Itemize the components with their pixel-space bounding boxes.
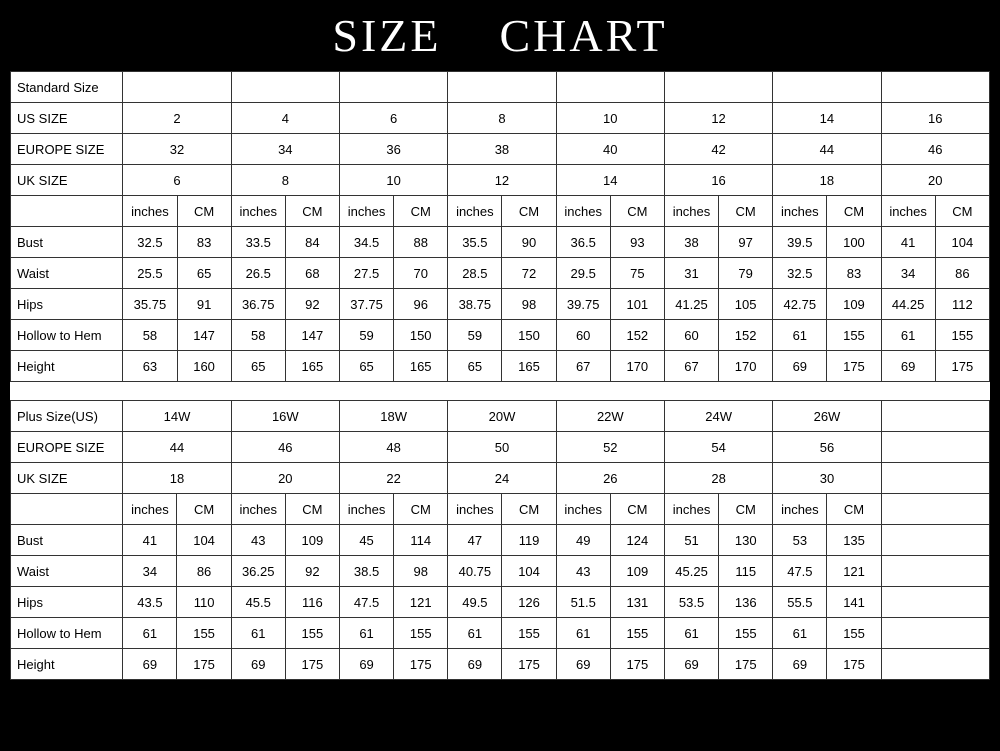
- table-cell: 14: [556, 165, 664, 196]
- table-cell: 155: [827, 618, 881, 649]
- table-cell: CM: [935, 196, 989, 227]
- row-label: Bust: [11, 525, 123, 556]
- table-cell: 175: [394, 649, 448, 680]
- table-cell: CM: [502, 494, 556, 525]
- row-label: EUROPE SIZE: [11, 432, 123, 463]
- table-cell: CM: [719, 494, 773, 525]
- table-cell: 39.5: [773, 227, 827, 258]
- row-label: Bust: [11, 227, 123, 258]
- table-cell: inches: [123, 494, 177, 525]
- table-cell: 16: [664, 165, 772, 196]
- table-cell: 59: [339, 320, 393, 351]
- table-cell: 63: [123, 351, 177, 382]
- table-cell: 175: [827, 351, 881, 382]
- table-cell: [556, 72, 664, 103]
- table-cell: 135: [827, 525, 881, 556]
- table-cell: 49: [556, 525, 610, 556]
- table-cell: CM: [394, 196, 448, 227]
- table-cell: 147: [285, 320, 339, 351]
- table-cell: 12: [448, 165, 556, 196]
- table-cell: 65: [339, 351, 393, 382]
- table-cell: 47.5: [339, 587, 393, 618]
- table-cell: 60: [664, 320, 718, 351]
- table-cell: 61: [448, 618, 502, 649]
- table-cell: 155: [394, 618, 448, 649]
- table-cell: 75: [610, 258, 664, 289]
- table-cell: 41: [881, 227, 935, 258]
- table-row: [11, 351, 990, 382]
- table-row: [11, 165, 990, 196]
- table-cell: 105: [719, 289, 773, 320]
- table-cell: 39.75: [556, 289, 610, 320]
- table-cell: 34: [231, 134, 339, 165]
- table-cell: 18W: [339, 401, 447, 432]
- table-cell: 44: [123, 432, 231, 463]
- table-cell: 26W: [773, 401, 881, 432]
- table-row: [11, 432, 990, 463]
- row-label: Waist: [11, 556, 123, 587]
- plus-size-table: [10, 400, 990, 680]
- table-cell: 61: [773, 618, 827, 649]
- table-cell: 50: [448, 432, 556, 463]
- table-cell: 41: [123, 525, 177, 556]
- empty-cell: [881, 556, 989, 587]
- table-cell: 69: [881, 351, 935, 382]
- table-cell: inches: [881, 196, 935, 227]
- table-cell: 88: [394, 227, 448, 258]
- table-row: [11, 463, 990, 494]
- row-label: EUROPE SIZE: [11, 134, 123, 165]
- table-cell: 20W: [448, 401, 556, 432]
- table-cell: [881, 72, 989, 103]
- table-cell: 22: [339, 463, 447, 494]
- table-cell: 18: [123, 463, 231, 494]
- table-row: [11, 320, 990, 351]
- row-label: Waist: [11, 258, 123, 289]
- table-cell: 115: [719, 556, 773, 587]
- table-cell: 45.25: [664, 556, 718, 587]
- table-cell: 130: [719, 525, 773, 556]
- table-cell: 126: [502, 587, 556, 618]
- empty-cell: [881, 587, 989, 618]
- empty-cell: [881, 525, 989, 556]
- table-cell: 56: [773, 432, 881, 463]
- table-cell: 38.75: [448, 289, 502, 320]
- table-cell: 155: [285, 618, 339, 649]
- table-cell: 65: [177, 258, 231, 289]
- table-cell: 59: [448, 320, 502, 351]
- table-cell: 55.5: [773, 587, 827, 618]
- table-cell: CM: [827, 196, 881, 227]
- table-cell: 43.5: [123, 587, 177, 618]
- table-cell: 104: [177, 525, 231, 556]
- table-cell: 65: [231, 351, 285, 382]
- table-cell: 24: [448, 463, 556, 494]
- table-row: [11, 227, 990, 258]
- table-cell: 86: [935, 258, 989, 289]
- table-cell: inches: [556, 196, 610, 227]
- table-cell: 38: [664, 227, 718, 258]
- table-cell: 2: [123, 103, 231, 134]
- table-cell: [448, 72, 556, 103]
- row-label: Hollow to Hem: [11, 618, 123, 649]
- table-cell: 147: [177, 320, 231, 351]
- table-row: [11, 72, 990, 103]
- table-cell: 114: [394, 525, 448, 556]
- table-cell: CM: [827, 494, 881, 525]
- table-cell: 16: [881, 103, 989, 134]
- table-cell: 69: [231, 649, 285, 680]
- table-cell: 49.5: [448, 587, 502, 618]
- table-row: [11, 618, 990, 649]
- table-cell: 67: [664, 351, 718, 382]
- table-cell: 45: [339, 525, 393, 556]
- table-row: [11, 134, 990, 165]
- table-cell: 83: [827, 258, 881, 289]
- table-cell: inches: [664, 196, 718, 227]
- table-cell: inches: [448, 494, 502, 525]
- table-cell: 32.5: [773, 258, 827, 289]
- table-cell: inches: [339, 494, 393, 525]
- table-cell: 69: [664, 649, 718, 680]
- table-cell: 175: [285, 649, 339, 680]
- table-cell: 6: [339, 103, 447, 134]
- table-cell: 27.5: [339, 258, 393, 289]
- table-cell: 121: [827, 556, 881, 587]
- table-cell: 109: [610, 556, 664, 587]
- table-cell: 92: [285, 289, 339, 320]
- empty-cell: [881, 463, 989, 494]
- table-cell: 36.25: [231, 556, 285, 587]
- table-cell: 155: [935, 320, 989, 351]
- table-cell: [773, 72, 881, 103]
- table-cell: 136: [719, 587, 773, 618]
- table-cell: 46: [881, 134, 989, 165]
- table-cell: 97: [719, 227, 773, 258]
- table-cell: CM: [502, 196, 556, 227]
- table-cell: 155: [719, 618, 773, 649]
- table-row: [11, 556, 990, 587]
- table-cell: 152: [610, 320, 664, 351]
- table-cell: 60: [556, 320, 610, 351]
- table-cell: 36.5: [556, 227, 610, 258]
- table-cell: 61: [123, 618, 177, 649]
- table-row: [11, 103, 990, 134]
- table-cell: 41.25: [664, 289, 718, 320]
- table-cell: 104: [935, 227, 989, 258]
- table-cell: 155: [177, 618, 231, 649]
- table-cell: CM: [177, 494, 231, 525]
- table-cell: 14W: [123, 401, 231, 432]
- table-cell: 165: [502, 351, 556, 382]
- table-cell: 72: [502, 258, 556, 289]
- table-cell: 175: [719, 649, 773, 680]
- table-cell: 58: [123, 320, 177, 351]
- row-label: UK SIZE: [11, 165, 123, 196]
- table-cell: 104: [502, 556, 556, 587]
- table-cell: 51.5: [556, 587, 610, 618]
- empty-cell: [881, 494, 989, 525]
- table-cell: 131: [610, 587, 664, 618]
- table-cell: 31: [664, 258, 718, 289]
- table-cell: 119: [502, 525, 556, 556]
- table-cell: 91: [177, 289, 231, 320]
- table-cell: 69: [123, 649, 177, 680]
- table-cell: 70: [394, 258, 448, 289]
- table-cell: 32.5: [123, 227, 177, 258]
- standard-size-table: [10, 71, 990, 382]
- row-label: Hips: [11, 587, 123, 618]
- table-cell: 46: [231, 432, 339, 463]
- table-cell: 34: [123, 556, 177, 587]
- table-cell: 43: [556, 556, 610, 587]
- table-cell: 20: [881, 165, 989, 196]
- table-cell: 155: [827, 320, 881, 351]
- table-cell: 14: [773, 103, 881, 134]
- row-label: US SIZE: [11, 103, 123, 134]
- table-cell: 22W: [556, 401, 664, 432]
- table-cell: 165: [394, 351, 448, 382]
- table-cell: 35.75: [123, 289, 177, 320]
- table-cell: 69: [339, 649, 393, 680]
- table-cell: inches: [773, 494, 827, 525]
- table-cell: 109: [285, 525, 339, 556]
- table-cell: 170: [610, 351, 664, 382]
- table-cell: 40: [556, 134, 664, 165]
- table-cell: 69: [773, 649, 827, 680]
- table-cell: 67: [556, 351, 610, 382]
- bottom-strip: [0, 680, 1000, 708]
- table-cell: 28.5: [448, 258, 502, 289]
- table-cell: 100: [827, 227, 881, 258]
- table-cell: 37.75: [339, 289, 393, 320]
- table-cell: 160: [177, 351, 231, 382]
- table-cell: inches: [123, 196, 177, 227]
- row-label: Standard Size: [11, 72, 123, 103]
- table-cell: 124: [610, 525, 664, 556]
- empty-cell: [881, 401, 989, 432]
- page-title: SIZE CHART: [332, 10, 668, 61]
- table-cell: 8: [231, 165, 339, 196]
- table-cell: 6: [123, 165, 231, 196]
- table-cell: 155: [502, 618, 556, 649]
- table-cell: 53: [773, 525, 827, 556]
- table-cell: 150: [394, 320, 448, 351]
- table-cell: 175: [610, 649, 664, 680]
- table-cell: 110: [177, 587, 231, 618]
- table-cell: inches: [339, 196, 393, 227]
- table-cell: 101: [610, 289, 664, 320]
- table-row: [11, 289, 990, 320]
- table-cell: 150: [502, 320, 556, 351]
- table-cell: 141: [827, 587, 881, 618]
- table-cell: 116: [285, 587, 339, 618]
- table-cell: [664, 72, 772, 103]
- table-cell: 38: [448, 134, 556, 165]
- table-cell: 18: [773, 165, 881, 196]
- table-cell: 165: [285, 351, 339, 382]
- table-cell: 48: [339, 432, 447, 463]
- row-label: Height: [11, 649, 123, 680]
- table-cell: 175: [502, 649, 556, 680]
- table-cell: 86: [177, 556, 231, 587]
- table-cell: 170: [719, 351, 773, 382]
- table-cell: 30: [773, 463, 881, 494]
- table-cell: 44.25: [881, 289, 935, 320]
- table-cell: [339, 72, 447, 103]
- table-cell: 65: [448, 351, 502, 382]
- empty-cell: [881, 618, 989, 649]
- table-cell: 155: [610, 618, 664, 649]
- table-cell: CM: [719, 196, 773, 227]
- table-row: [11, 196, 990, 227]
- table-cell: CM: [285, 196, 339, 227]
- table-cell: 34: [881, 258, 935, 289]
- title-bar: [0, 0, 1000, 71]
- table-cell: 92: [285, 556, 339, 587]
- table-cell: 4: [231, 103, 339, 134]
- table-cell: 29.5: [556, 258, 610, 289]
- table-cell: inches: [664, 494, 718, 525]
- empty-cell: [881, 432, 989, 463]
- table-cell: inches: [556, 494, 610, 525]
- table-cell: 16W: [231, 401, 339, 432]
- table-cell: 24W: [664, 401, 772, 432]
- table-cell: 54: [664, 432, 772, 463]
- table-cell: [231, 72, 339, 103]
- table-cell: inches: [231, 494, 285, 525]
- table-row: [11, 587, 990, 618]
- row-label: Plus Size(US): [11, 401, 123, 432]
- row-label: [11, 494, 123, 525]
- table-cell: CM: [285, 494, 339, 525]
- table-cell: 152: [719, 320, 773, 351]
- table-cell: 35.5: [448, 227, 502, 258]
- table-row: [11, 525, 990, 556]
- row-label: UK SIZE: [11, 463, 123, 494]
- table-cell: 109: [827, 289, 881, 320]
- table-cell: 112: [935, 289, 989, 320]
- table-cell: 51: [664, 525, 718, 556]
- table-cell: 68: [285, 258, 339, 289]
- table-cell: 38.5: [339, 556, 393, 587]
- table-cell: CM: [394, 494, 448, 525]
- table-cell: 47: [448, 525, 502, 556]
- table-cell: CM: [177, 196, 231, 227]
- table-cell: 175: [177, 649, 231, 680]
- table-cell: 79: [719, 258, 773, 289]
- table-row: [11, 494, 990, 525]
- table-cell: 52: [556, 432, 664, 463]
- table-cell: 40.75: [448, 556, 502, 587]
- table-cell: 42.75: [773, 289, 827, 320]
- plus-table-body: [11, 401, 990, 680]
- row-label: Hollow to Hem: [11, 320, 123, 351]
- table-row: [11, 649, 990, 680]
- table-cell: 61: [664, 618, 718, 649]
- table-cell: 42: [664, 134, 772, 165]
- table-cell: 10: [339, 165, 447, 196]
- table-cell: inches: [773, 196, 827, 227]
- table-cell: 98: [394, 556, 448, 587]
- empty-cell: [881, 649, 989, 680]
- chart-sheet: [10, 71, 990, 680]
- table-cell: [123, 72, 231, 103]
- table-cell: 96: [394, 289, 448, 320]
- table-cell: 36: [339, 134, 447, 165]
- table-gap: [10, 382, 990, 400]
- table-cell: 90: [502, 227, 556, 258]
- table-cell: CM: [610, 196, 664, 227]
- table-cell: 84: [285, 227, 339, 258]
- table-cell: 28: [664, 463, 772, 494]
- table-cell: 61: [231, 618, 285, 649]
- table-cell: 26.5: [231, 258, 285, 289]
- table-cell: 47.5: [773, 556, 827, 587]
- table-cell: 61: [556, 618, 610, 649]
- table-cell: 175: [935, 351, 989, 382]
- table-cell: 58: [231, 320, 285, 351]
- table-cell: 34.5: [339, 227, 393, 258]
- table-cell: 83: [177, 227, 231, 258]
- table-cell: 32: [123, 134, 231, 165]
- standard-table-body: [11, 72, 990, 382]
- row-label: Hips: [11, 289, 123, 320]
- table-cell: 69: [556, 649, 610, 680]
- table-cell: inches: [231, 196, 285, 227]
- table-cell: 61: [339, 618, 393, 649]
- table-cell: 61: [881, 320, 935, 351]
- table-cell: 93: [610, 227, 664, 258]
- table-cell: 175: [827, 649, 881, 680]
- table-cell: 61: [773, 320, 827, 351]
- table-cell: 45.5: [231, 587, 285, 618]
- table-cell: inches: [448, 196, 502, 227]
- table-cell: 43: [231, 525, 285, 556]
- table-cell: 25.5: [123, 258, 177, 289]
- table-cell: 33.5: [231, 227, 285, 258]
- table-cell: 44: [773, 134, 881, 165]
- table-row: [11, 401, 990, 432]
- row-label: [11, 196, 123, 227]
- table-cell: 98: [502, 289, 556, 320]
- table-row: [11, 258, 990, 289]
- row-label: Height: [11, 351, 123, 382]
- table-cell: 8: [448, 103, 556, 134]
- table-cell: 69: [448, 649, 502, 680]
- table-cell: 53.5: [664, 587, 718, 618]
- table-cell: 26: [556, 463, 664, 494]
- table-cell: 20: [231, 463, 339, 494]
- table-cell: 10: [556, 103, 664, 134]
- table-cell: 36.75: [231, 289, 285, 320]
- table-cell: 121: [394, 587, 448, 618]
- table-cell: 69: [773, 351, 827, 382]
- table-cell: CM: [610, 494, 664, 525]
- table-cell: 12: [664, 103, 772, 134]
